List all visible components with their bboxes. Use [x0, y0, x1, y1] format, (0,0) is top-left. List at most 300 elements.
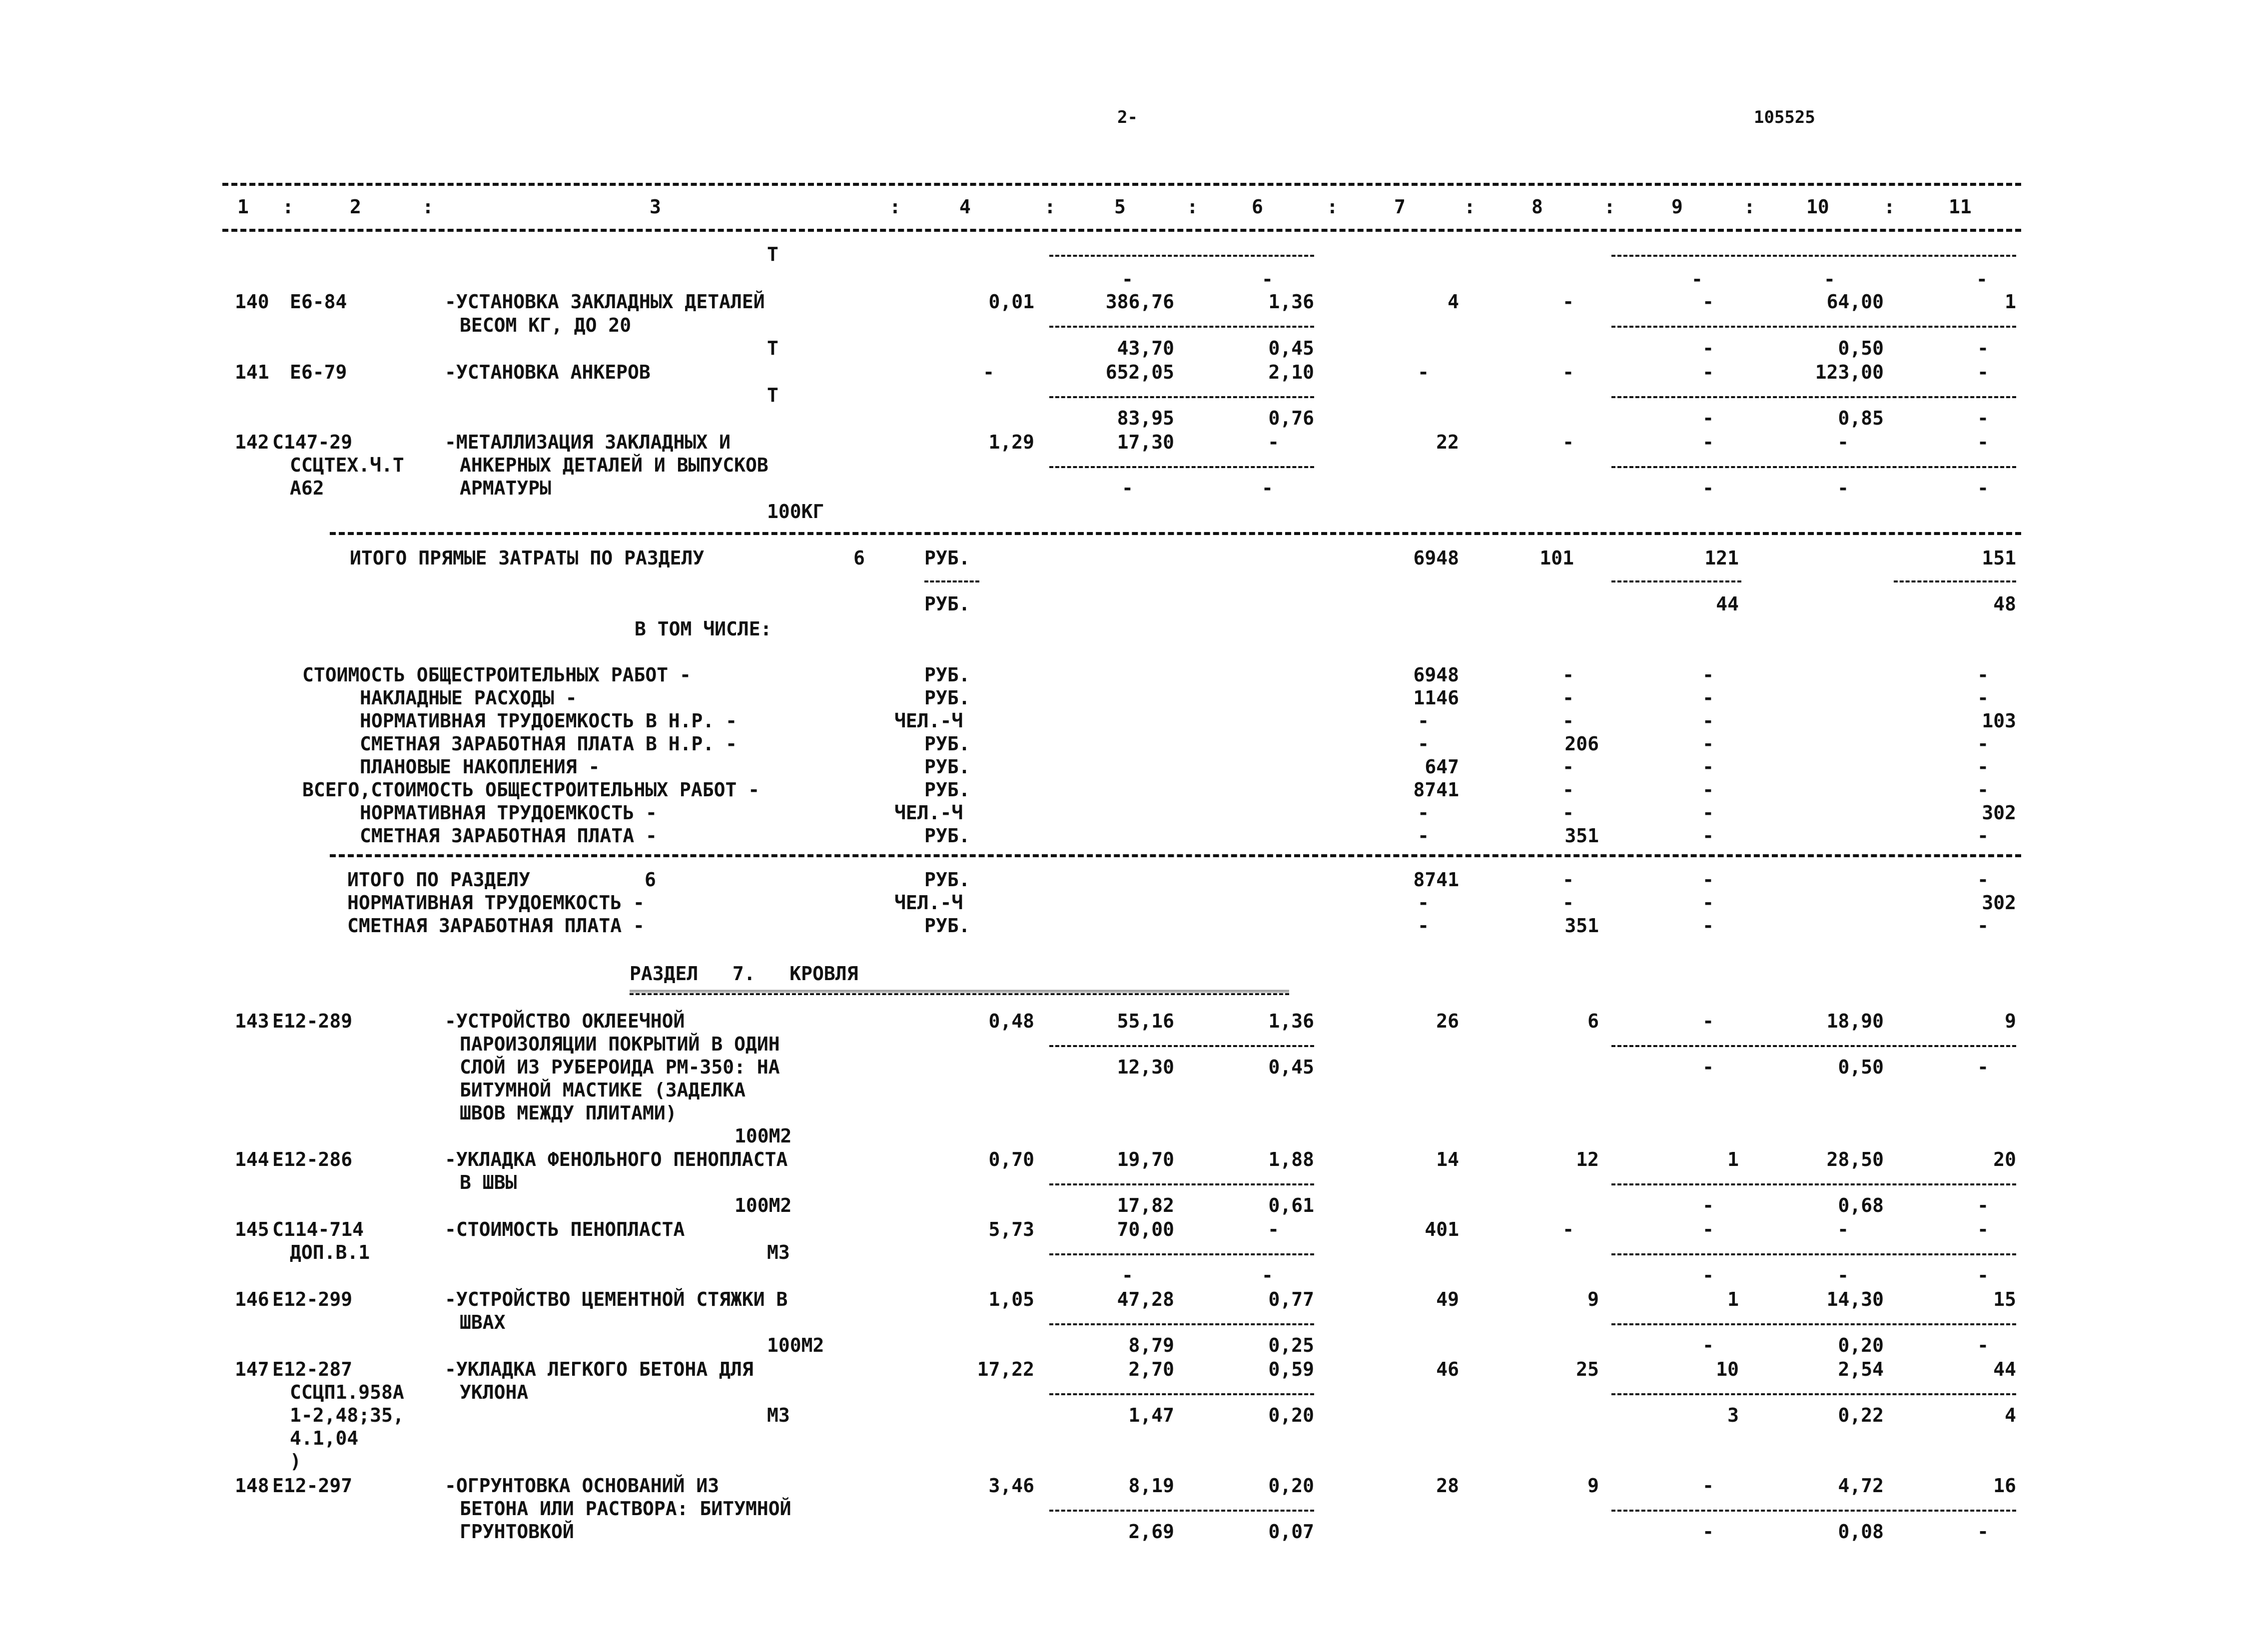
cell-c8: 12 [1576, 1148, 1599, 1170]
cell-c9b: - [1702, 407, 1714, 429]
cell-c11: 15 [1993, 1288, 2016, 1310]
col-sep: : [282, 196, 294, 218]
cell-c11: - [1977, 1218, 1989, 1240]
cell-c9b: - [1702, 1056, 1714, 1078]
breakdown-c11: - [1977, 756, 1989, 778]
cell-c7: 22 [1436, 431, 1459, 453]
cell-c6b: 0,76 [1268, 407, 1314, 429]
cell-c5b: 12,30 [1117, 1056, 1174, 1078]
cell-c8: - [1562, 291, 1574, 313]
cell-c11b: - [1977, 1521, 1989, 1543]
breakdown-c8: - [1562, 779, 1574, 801]
cell-c11b: - [1977, 1194, 1989, 1216]
cell-c10: - [1837, 1218, 1849, 1240]
subrule [1049, 1510, 1314, 1512]
row-unit: Т [767, 337, 778, 359]
cell-c4: 1,05 [988, 1288, 1034, 1310]
row-description: -СТОИМОСТЬ ПЕНОПЛАСТА [445, 1218, 685, 1240]
breakdown-label: СТОИМОСТЬ ОБЩЕСТРОИТЕЛЬНЫХ РАБОТ - [302, 664, 691, 686]
row-unit: Т [767, 243, 778, 265]
cell-c6: 1,36 [1268, 291, 1314, 313]
cell-c10b: 0,50 [1838, 1056, 1884, 1078]
row-description: -УСТАНОВКА АНКЕРОВ [445, 361, 651, 383]
breakdown-unit: РУБ. [924, 779, 970, 801]
breakdown-c7: - [1418, 802, 1429, 824]
cell-c10: 18,90 [1826, 1010, 1884, 1032]
cell-c6: 0,59 [1268, 1358, 1314, 1380]
dash-cell: - [1262, 268, 1273, 290]
subrule [1049, 466, 1314, 468]
col-header-1: 1 [237, 196, 249, 218]
cell-c8: - [1562, 431, 1574, 453]
cell-c5: 8,19 [1128, 1475, 1174, 1497]
col-sep: : [1744, 196, 1755, 218]
row-description: БЕТОНА ИЛИ РАСТВОРА: БИТУМНОЙ [460, 1498, 791, 1520]
cell-c11: 44 [1993, 1358, 2016, 1380]
document-number: 105525 [1754, 107, 1815, 127]
cell-c9b: - [1702, 1264, 1714, 1286]
row-code: А62 [290, 477, 324, 499]
cell-c5b: 8,79 [1128, 1334, 1174, 1356]
row-description: -УСТАНОВКА ЗАКЛАДНЫХ ДЕТАЛЕЙ [445, 291, 765, 313]
breakdown-label: НОРМАТИВНАЯ ТРУДОЕМКОСТЬ В Н.Р. - [360, 710, 737, 732]
row-code: 4.1,04 [290, 1427, 359, 1449]
subrule [1049, 1253, 1314, 1255]
totals-c9b: 44 [1716, 593, 1739, 615]
breakdown-c11: 103 [1982, 710, 2016, 732]
row-description: -УКЛАДКА ЛЕГКОГО БЕТОНА ДЛЯ [445, 1358, 753, 1380]
cell-c6b: 0,45 [1268, 337, 1314, 359]
breakdown-c11: - [1977, 825, 1989, 847]
cell-c9: 1 [1727, 1148, 1739, 1170]
totals-rule [330, 532, 2021, 535]
cell-c10: 64,00 [1826, 291, 1884, 313]
breakdown-c7: 8741 [1413, 779, 1459, 801]
cell-c11b: - [1977, 407, 1989, 429]
row-description: БИТУМНОЙ МАСТИКЕ (ЗАДЕЛКА [460, 1079, 746, 1101]
cell-c6: 0,20 [1268, 1475, 1314, 1497]
breakdown-unit: РУБ. [924, 825, 970, 847]
cell-c5: 47,28 [1117, 1288, 1174, 1310]
cell-c7: 26 [1436, 1010, 1459, 1032]
breakdown-c9: - [1702, 710, 1714, 732]
final-unit: ЧЕЛ.-Ч [894, 892, 963, 914]
cell-c9: 1 [1727, 1288, 1739, 1310]
row-description: СЛОЙ ИЗ РУБЕРОИДА РМ-350: НА [460, 1056, 780, 1078]
cell-c8: 9 [1587, 1288, 1599, 1310]
row-code: Е6-84 [290, 291, 347, 313]
row-description: -ОГРУНТОВКА ОСНОВАНИЙ ИЗ [445, 1475, 720, 1497]
col-header-7: 7 [1394, 196, 1406, 218]
row-code: Е12-299 [272, 1288, 353, 1310]
dash-cell: - [1262, 1264, 1273, 1286]
cell-c11: 9 [2005, 1010, 2016, 1032]
col-sep: : [1044, 196, 1056, 218]
cell-c10b: - [1837, 1264, 1849, 1286]
final-c11: 302 [1982, 892, 2016, 914]
cell-c8: 6 [1587, 1010, 1599, 1032]
breakdown-c11: 302 [1982, 802, 2016, 824]
cell-c5: 652,05 [1105, 361, 1174, 383]
breakdown-unit: РУБ. [924, 756, 970, 778]
col-sep: : [1884, 196, 1895, 218]
header-bottom-rule [222, 229, 2021, 232]
breakdown-c11: - [1977, 779, 1989, 801]
col-sep: : [889, 196, 901, 218]
totals-unit: РУБ. [924, 593, 970, 615]
breakdown-unit: ЧЕЛ.-Ч [894, 802, 963, 824]
subrule [1049, 255, 1314, 257]
subrule [924, 580, 979, 582]
subrule [1049, 1045, 1314, 1047]
col-sep: : [1464, 196, 1476, 218]
cell-c4: 0,70 [988, 1148, 1034, 1170]
cell-c5b: 2,69 [1128, 1521, 1174, 1543]
col-header-2: 2 [350, 196, 361, 218]
cell-c10b: - [1837, 477, 1849, 499]
cell-c10b: 0,20 [1838, 1334, 1884, 1356]
cell-c10: - [1837, 431, 1849, 453]
col-header-9: 9 [1671, 196, 1683, 218]
row-description: УКЛОНА [460, 1381, 529, 1403]
col-header-4: 4 [959, 196, 971, 218]
row-number: 147 [235, 1358, 269, 1380]
cell-c11b: - [1977, 477, 1989, 499]
cell-c7: - [1418, 361, 1429, 383]
final-c8: 351 [1564, 915, 1599, 937]
dash-cell: - [1691, 268, 1703, 290]
col-header-6: 6 [1252, 196, 1263, 218]
cell-c9: - [1702, 361, 1714, 383]
row-description: ШВОВ МЕЖДУ ПЛИТАМИ) [460, 1102, 677, 1124]
totals-unit: РУБ. [924, 547, 970, 569]
cell-c10: 2,54 [1838, 1358, 1884, 1380]
cell-c5: 17,30 [1117, 431, 1174, 453]
cell-c6b: 0,25 [1268, 1334, 1314, 1356]
cell-c5: 70,00 [1117, 1218, 1174, 1240]
breakdown-c11: - [1977, 687, 1989, 709]
row-number: 143 [235, 1010, 269, 1032]
breakdown-c8: - [1562, 756, 1574, 778]
row-description: АНКЕРНЫХ ДЕТАЛЕЙ И ВЫПУСКОВ [460, 454, 768, 476]
cell-c6: 0,77 [1268, 1288, 1314, 1310]
cell-c10b: 0,50 [1838, 337, 1884, 359]
cell-c9b: - [1702, 477, 1714, 499]
cell-c6: 1,36 [1268, 1010, 1314, 1032]
cell-c9b: - [1702, 1334, 1714, 1356]
final-section-num: 6 [645, 869, 656, 891]
cell-c8: 25 [1576, 1358, 1599, 1380]
row-unit: М3 [767, 1404, 790, 1426]
row-number: 142 [235, 431, 269, 453]
breakdown-label: НОРМАТИВНАЯ ТРУДОЕМКОСТЬ - [360, 802, 657, 824]
cell-c10b: 0,68 [1838, 1194, 1884, 1216]
cell-c6: - [1268, 1218, 1279, 1240]
cell-c11b: - [1977, 1056, 1989, 1078]
row-description: -УКЛАДКА ФЕНОЛЬНОГО ПЕНОПЛАСТА [445, 1148, 788, 1170]
subrule [1611, 466, 2016, 468]
breakdown-label: СМЕТНАЯ ЗАРАБОТНАЯ ПЛАТА В Н.Р. - [360, 733, 737, 755]
cell-c9b: - [1702, 1194, 1714, 1216]
cell-c7: 49 [1436, 1288, 1459, 1310]
dash-cell: - [1122, 268, 1133, 290]
final-c9: - [1702, 892, 1714, 914]
subrule [1611, 580, 1741, 582]
totals-c8: 101 [1539, 547, 1574, 569]
breakdown-c9: - [1702, 733, 1714, 755]
row-description: В ШВЫ [460, 1171, 517, 1193]
breakdown-c9: - [1702, 664, 1714, 686]
row-code: Е12-287 [272, 1358, 353, 1380]
row-description: -УСТРОЙСТВО ЦЕМЕНТНОЙ СТЯЖКИ В [445, 1288, 788, 1310]
final-c7: 8741 [1413, 869, 1459, 891]
subrule [1049, 1183, 1314, 1185]
subrule [1611, 1510, 2016, 1512]
breakdown-c7: - [1418, 733, 1429, 755]
col-header-5: 5 [1114, 196, 1126, 218]
row-description: ГРУНТОВКОЙ [460, 1521, 574, 1543]
cell-c7: 46 [1436, 1358, 1459, 1380]
breakdown-c11: - [1977, 664, 1989, 686]
row-code: ССЦП1.958А [290, 1381, 404, 1403]
cell-c5: 2,70 [1128, 1358, 1174, 1380]
row-code: Е12-286 [272, 1148, 353, 1170]
section-title: РАЗДЕЛ 7. КРОВЛЯ [630, 963, 858, 985]
totals-rule [330, 854, 2021, 857]
cell-c10b: 0,08 [1838, 1521, 1884, 1543]
cell-c7: 4 [1448, 291, 1459, 313]
subrule [1049, 326, 1314, 328]
final-unit: РУБ. [924, 869, 970, 891]
cell-c4: 3,46 [988, 1475, 1034, 1497]
cell-c9: - [1702, 1010, 1714, 1032]
final-c9: - [1702, 869, 1714, 891]
cell-c5: 55,16 [1117, 1010, 1174, 1032]
cell-c10: 123,00 [1815, 361, 1884, 383]
cell-c8: - [1562, 361, 1574, 383]
cell-c11: 1 [2005, 291, 2016, 313]
cell-c9: - [1702, 1475, 1714, 1497]
totals-c7: 6948 [1413, 547, 1459, 569]
final-label: СМЕТНАЯ ЗАРАБОТНАЯ ПЛАТА - [347, 915, 645, 937]
subrule [1611, 1393, 2016, 1395]
cell-c8: 9 [1587, 1475, 1599, 1497]
subrule [1611, 326, 2016, 328]
cell-c10: 28,50 [1826, 1148, 1884, 1170]
cell-c6b: 0,20 [1268, 1404, 1314, 1426]
subrule [1611, 396, 2016, 398]
cell-c9: 10 [1716, 1358, 1739, 1380]
cell-c5b: 1,47 [1128, 1404, 1174, 1426]
totals-label: ИТОГО ПРЯМЫЕ ЗАТРАТЫ ПО РАЗДЕЛУ [350, 547, 705, 569]
breakdown-c9: - [1702, 779, 1714, 801]
final-c9: - [1702, 915, 1714, 937]
dash-cell: - [1262, 477, 1273, 499]
row-unit: М3 [767, 1241, 790, 1263]
cell-c4: 5,73 [988, 1218, 1034, 1240]
breakdown-c7: 1146 [1413, 687, 1459, 709]
subrule [1611, 1183, 2016, 1185]
row-description: -МЕТАЛЛИЗАЦИЯ ЗАКЛАДНЫХ И [445, 431, 731, 453]
cell-c11b: - [1977, 1334, 1989, 1356]
row-number: 146 [235, 1288, 269, 1310]
breakdown-unit: ЧЕЛ.-Ч [894, 710, 963, 732]
page-number: 2- [1117, 107, 1138, 127]
subrule [1049, 396, 1314, 398]
subrule [1611, 1323, 2016, 1325]
breakdown-c9: - [1702, 825, 1714, 847]
row-code: Е12-289 [272, 1010, 353, 1032]
cell-c7: 401 [1425, 1218, 1459, 1240]
cell-c6b: 0,07 [1268, 1521, 1314, 1543]
section-title-underline [630, 990, 1289, 995]
col-header-3: 3 [650, 196, 661, 218]
cell-c6: 1,88 [1268, 1148, 1314, 1170]
breakdown-c7: - [1418, 825, 1429, 847]
row-code: С147-29 [272, 431, 353, 453]
cell-c11: 16 [1993, 1475, 2016, 1497]
breakdown-c8: - [1562, 802, 1574, 824]
col-header-11: 11 [1949, 196, 1972, 218]
subrule [1611, 1253, 2016, 1255]
breakdown-c8: 351 [1564, 825, 1599, 847]
final-c11: - [1977, 915, 1989, 937]
breakdown-c7: 6948 [1413, 664, 1459, 686]
col-sep: : [1604, 196, 1615, 218]
row-unit: 100М2 [767, 1334, 824, 1356]
totals-c11b: 48 [1993, 593, 2016, 615]
cell-c11: 20 [1993, 1148, 2016, 1170]
cell-c9: - [1702, 431, 1714, 453]
breakdown-label: ПЛАНОВЫЕ НАКОПЛЕНИЯ - [360, 756, 600, 778]
cell-c9b: 3 [1727, 1404, 1739, 1426]
breakdown-c11: - [1977, 733, 1989, 755]
cell-c11b: - [1977, 337, 1989, 359]
row-unit: Т [767, 384, 778, 406]
header-top-rule [222, 183, 2021, 186]
row-code: Е6-79 [290, 361, 347, 383]
cell-c9: - [1702, 291, 1714, 313]
row-description: АРМАТУРЫ [460, 477, 552, 499]
cell-c6: 2,10 [1268, 361, 1314, 383]
final-c7: - [1418, 915, 1429, 937]
cell-c10b: 0,22 [1838, 1404, 1884, 1426]
cell-c9: - [1702, 1218, 1714, 1240]
cell-c5b: 83,95 [1117, 407, 1174, 429]
subrule [1049, 1323, 1314, 1325]
cell-c10: 14,30 [1826, 1288, 1884, 1310]
breakdown-c9: - [1702, 756, 1714, 778]
breakdown-unit: РУБ. [924, 687, 970, 709]
breakdown-label: ВСЕГО,СТОИМОСТЬ ОБЩЕСТРОИТЕЛЬНЫХ РАБОТ - [302, 779, 760, 801]
row-code: ) [290, 1450, 301, 1472]
dash-cell: - [1824, 268, 1835, 290]
cell-c4: - [983, 361, 994, 383]
cell-c10b: 0,85 [1838, 407, 1884, 429]
col-header-10: 10 [1806, 196, 1829, 218]
breakdown-c9: - [1702, 802, 1714, 824]
final-c11: - [1977, 869, 1989, 891]
dash-cell: - [1976, 268, 1988, 290]
final-c8: - [1562, 892, 1574, 914]
cell-c4: 1,29 [988, 431, 1034, 453]
row-number: 148 [235, 1475, 269, 1497]
cell-c7: 28 [1436, 1475, 1459, 1497]
cell-c10: 4,72 [1838, 1475, 1884, 1497]
final-unit: РУБ. [924, 915, 970, 937]
cell-c9b: - [1702, 1521, 1714, 1543]
final-c8: - [1562, 869, 1574, 891]
subrule [1894, 580, 2016, 582]
cell-c8: - [1562, 1218, 1574, 1240]
row-unit: 100М2 [735, 1125, 792, 1147]
breakdown-c8: - [1562, 710, 1574, 732]
final-c7: - [1418, 892, 1429, 914]
totals-c11: 151 [1982, 547, 2016, 569]
cell-c5: 386,76 [1105, 291, 1174, 313]
row-number: 141 [235, 361, 269, 383]
row-code: ДОП.В.1 [290, 1241, 370, 1263]
cell-c6: - [1268, 431, 1279, 453]
breakdown-c8: - [1562, 664, 1574, 686]
breakdown-c8: - [1562, 687, 1574, 709]
totals-section-num: 6 [853, 547, 865, 569]
cell-c6b: 0,61 [1268, 1194, 1314, 1216]
subrule [1611, 255, 2016, 257]
breakdown-unit: РУБ. [924, 733, 970, 755]
breakdown-label: СМЕТНАЯ ЗАРАБОТНАЯ ПЛАТА - [360, 825, 657, 847]
final-label: ИТОГО ПО РАЗДЕЛУ [347, 869, 531, 891]
cell-c4: 0,01 [988, 291, 1034, 313]
row-number: 140 [235, 291, 269, 313]
row-code: ССЦТЕХ.Ч.Т [290, 454, 404, 476]
breakdown-c7: - [1418, 710, 1429, 732]
breakdown-label: НАКЛАДНЫЕ РАСХОДЫ - [360, 687, 577, 709]
cell-c11b: 4 [2005, 1404, 2016, 1426]
row-description: ПАРОИЗОЛЯЦИИ ПОКРЫТИЙ В ОДИН [460, 1033, 780, 1055]
col-header-8: 8 [1531, 196, 1543, 218]
breakdown-unit: РУБ. [924, 664, 970, 686]
col-sep: : [1327, 196, 1338, 218]
row-number: 145 [235, 1218, 269, 1240]
dash-cell: - [1122, 1264, 1133, 1286]
row-unit: 100КГ [767, 501, 824, 523]
row-number: 144 [235, 1148, 269, 1170]
breakdown-c9: - [1702, 687, 1714, 709]
cell-c11: - [1977, 361, 1989, 383]
cell-c5: 19,70 [1117, 1148, 1174, 1170]
subrule [1611, 1045, 2016, 1047]
row-description: -УСТРОЙСТВО ОКЛЕЕЧНОЙ [445, 1010, 685, 1032]
breakdown-c7: 647 [1425, 756, 1459, 778]
cell-c5b: 43,70 [1117, 337, 1174, 359]
cell-c9b: - [1702, 337, 1714, 359]
cell-c11b: - [1977, 1264, 1989, 1286]
dash-cell: - [1122, 477, 1133, 499]
totals-c9: 121 [1704, 547, 1739, 569]
col-sep: : [422, 196, 434, 218]
row-description: ШВАХ [460, 1311, 506, 1333]
cell-c4: 0,48 [988, 1010, 1034, 1032]
row-code: 1-2,48;35, [290, 1404, 404, 1426]
cell-c6b: 0,45 [1268, 1056, 1314, 1078]
cell-c7: 14 [1436, 1148, 1459, 1170]
row-code: С114-714 [272, 1218, 364, 1240]
col-sep: : [1187, 196, 1198, 218]
cell-c4: 17,22 [977, 1358, 1034, 1380]
subrule [1049, 1393, 1314, 1395]
row-description: ВЕСОМ КГ, ДО 20 [460, 314, 632, 336]
